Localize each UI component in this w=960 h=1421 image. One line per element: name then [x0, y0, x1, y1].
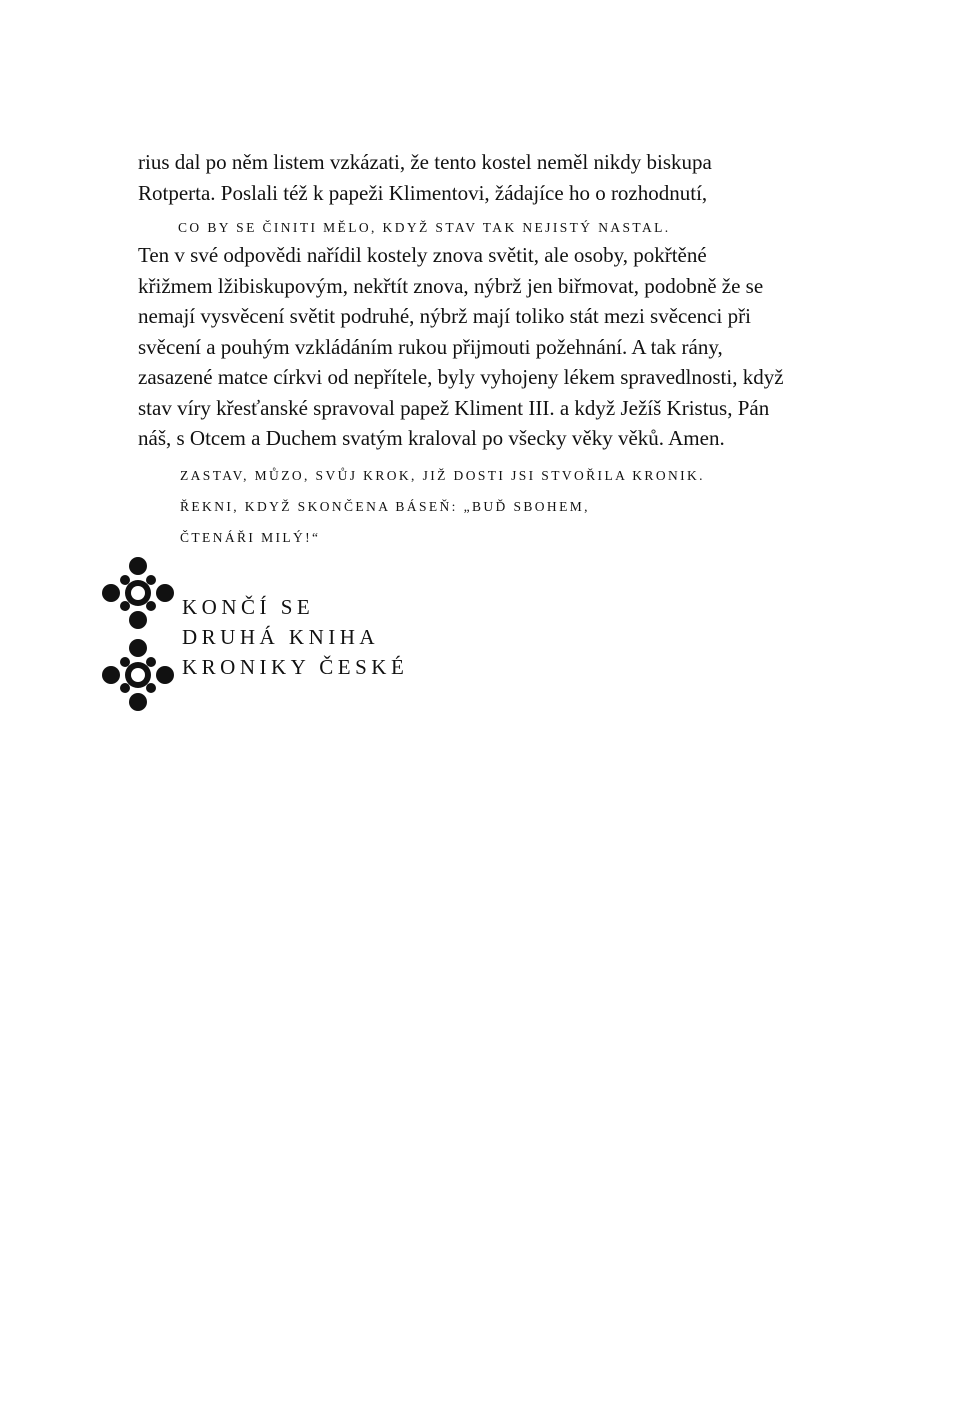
text-line: křižmem lžibiskupovým, nekřtít znova, nýbrž jen biřmovat, podobně že se: [138, 273, 764, 298]
colophon: [182, 592, 408, 682]
text-line: náš, s Otcem a Duchem svatým kraloval po všecky věky věků. Amen.: [138, 426, 725, 450]
verse-line: ZASTAV, MŮZO, SVŮJ KROK, JIŽ DOSTI JSI STVOŘILA KRONIK.: [180, 468, 705, 483]
colophon-line: DRUHÁ KNIHA: [182, 625, 380, 649]
text-line: Ten v své odpovědi nařídil kostely znova světit, ale osoby, pokřtěné: [138, 243, 707, 267]
text-line: Rotperta. Poslali též k papeži Klimentovi, žádajíce ho o rozhodnutí,: [138, 180, 708, 205]
verse-line: ŘEKNI, KDYŽ SKONČENA BÁSEŇ: „BUĎ SBOHEM,: [180, 499, 590, 514]
prose-main: [138, 240, 838, 454]
text-line: zasazené matce církvi od nepřítele, byly vyhojeny lékem spravedlnosti, když: [138, 365, 784, 389]
text-line: rius dal po něm listem vzkázati, že tento kostel neměl nikdy biskupa: [138, 150, 712, 174]
colophon-line: KRONIKY ČESKÉ: [182, 655, 409, 679]
text-line: nemají vysvěcení světit podruhé, nýbrž mají toliko stát mezi svěcenci při: [138, 304, 751, 328]
smallcaps-line: CO BY SE ČINITI MĚLO, KDYŽ STAV TAK NEJISTÝ NASTAL.: [178, 220, 671, 235]
verse-line: ČTENÁŘI MILÝ!“: [180, 530, 321, 545]
prose-top: [138, 147, 838, 208]
colophon-line: KONČÍ SE: [182, 595, 315, 619]
text-line: svěcení a pouhým vzkládáním rukou přijmouti požehnání. A tak rány,: [138, 334, 723, 359]
verse: [180, 460, 705, 553]
cross-of-dots-icon: [100, 556, 180, 716]
text-line: stav víry křesťanské spravoval papež Kliment III. a když Ježíš Kristus, Pán: [138, 395, 770, 420]
